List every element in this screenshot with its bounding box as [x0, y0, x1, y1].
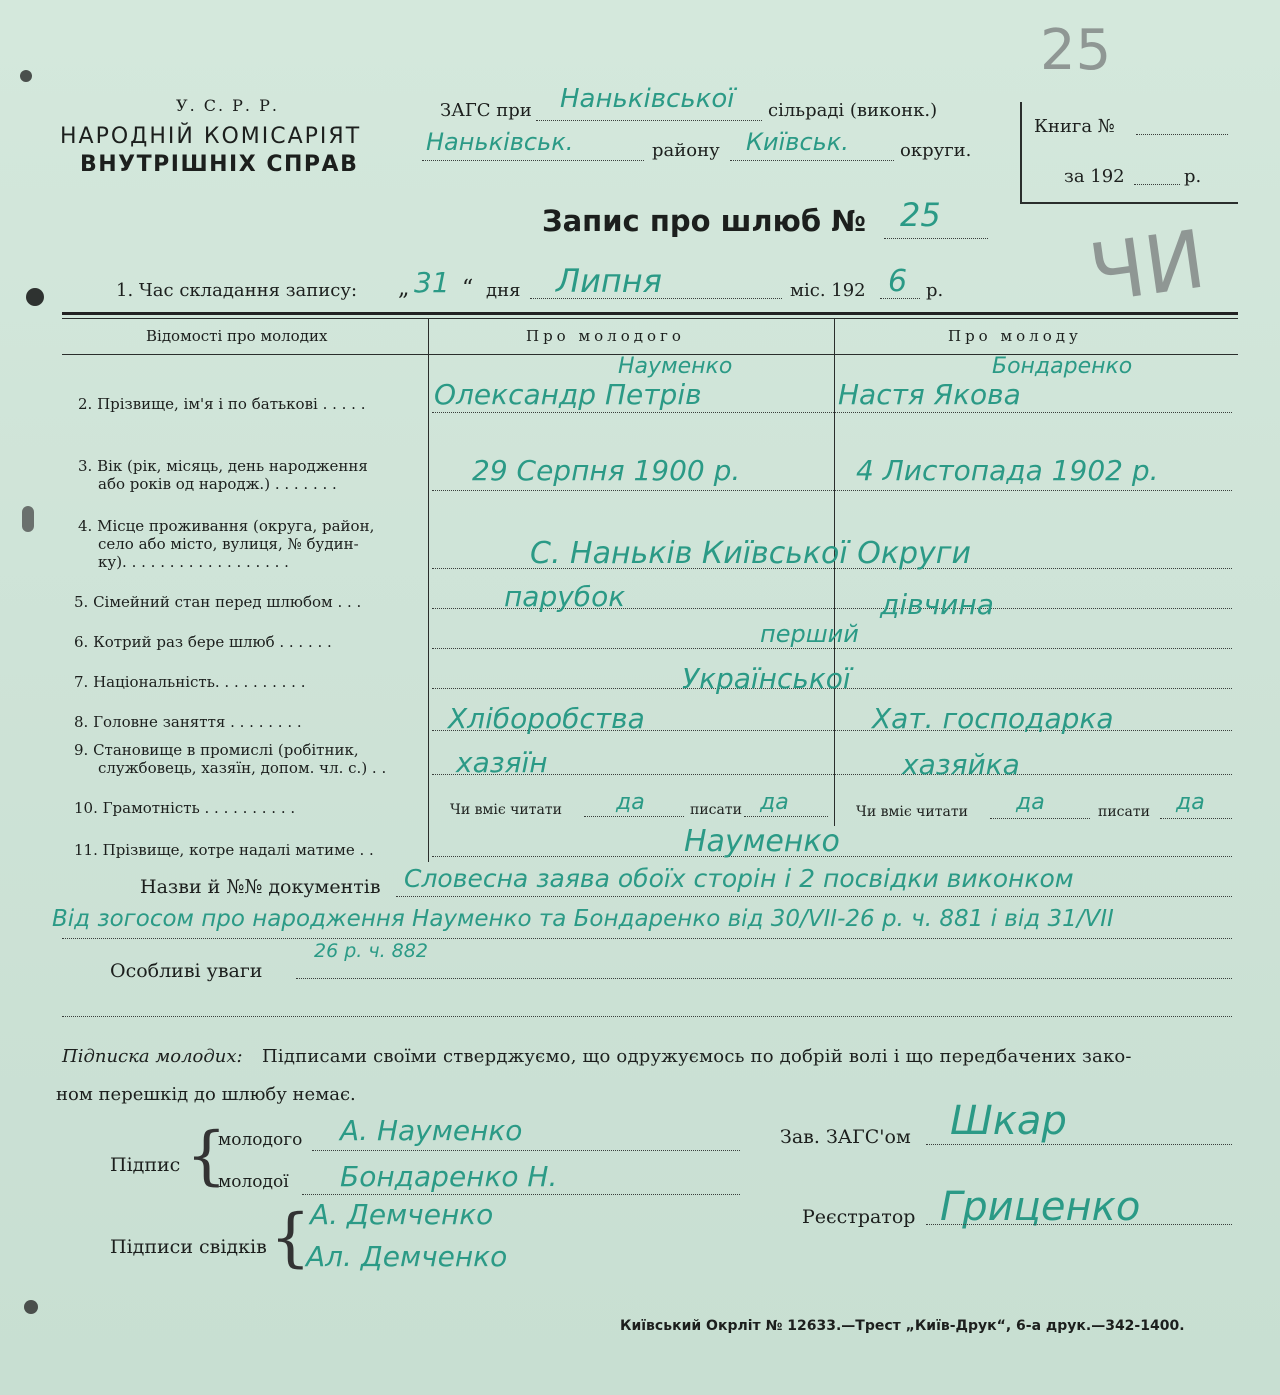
- row-3-line: [432, 490, 1232, 491]
- district-handwriting: Наньківськ.: [426, 128, 574, 156]
- record-number-line: [884, 238, 988, 239]
- witnesses-brace: {: [270, 1201, 311, 1275]
- declaration-text-1: Підписами своїми стверджуємо, що одружуємось по добрій волі і що передбачених зако-: [262, 1046, 1132, 1067]
- row-10-label: 10. Грамотність . . . . . . . . . .: [74, 799, 296, 817]
- record-year-suffix: р.: [926, 280, 944, 301]
- book-year-line: [1134, 184, 1180, 185]
- record-month-word: міс. 192: [790, 280, 866, 301]
- groom-write-handwriting: да: [760, 790, 789, 815]
- record-time-label: 1. Час складання запису:: [116, 280, 358, 301]
- notes-line2: [62, 1016, 1232, 1017]
- row-2-line: [432, 412, 1232, 413]
- row-8-label: 8. Головне заняття . . . . . . . .: [74, 713, 302, 731]
- pencil-number-side: ЧИ: [1084, 212, 1211, 321]
- bride-write-handwriting: да: [1176, 790, 1205, 815]
- nationality-handwriting: Української: [682, 662, 851, 695]
- declaration-text-2: ном перешкід до шлюбу немає.: [56, 1084, 356, 1105]
- witnesses-label: Підписи свідків: [110, 1236, 267, 1258]
- head-zags-signature: Шкар: [950, 1098, 1067, 1144]
- row-2-label: 2. Прізвище, ім'я і по батькові . . . . .: [78, 395, 366, 413]
- record-time-close-quote: “: [462, 276, 474, 301]
- zags-prefix: ЗАГС при: [440, 100, 532, 121]
- row-3-label-b: або років од народж.) . . . . . . .: [98, 475, 337, 493]
- bride-signature-handwriting: Бондаренко Н.: [340, 1160, 558, 1193]
- bride-write-label: писати: [1098, 804, 1150, 820]
- pencil-number-top: 25: [1040, 18, 1112, 83]
- documents-line1-handwriting: Словесна заява обоїх сторін і 2 посвідки виконком: [404, 864, 1074, 893]
- book-year-suffix: р.: [1184, 166, 1202, 187]
- header-internal-affairs: ВНУТРІШНІХ СПРАВ: [80, 152, 359, 177]
- groom-signature-label: молодого: [218, 1130, 303, 1150]
- groom-name-handwriting: Олександр Петрів: [434, 378, 702, 411]
- notes-label: Особливі уваги: [110, 960, 263, 982]
- table-col-divider-1: [428, 318, 429, 862]
- bride-signature-line: [302, 1194, 740, 1195]
- registrar-signature: Гриценко: [940, 1184, 1141, 1230]
- bride-occupation-handwriting: Хат. господарка: [872, 702, 1114, 735]
- row-9-label-a: 9. Становище в промислі (робітник,: [74, 741, 359, 759]
- documents-line3-handwriting: 26 р. ч. 882: [314, 940, 428, 962]
- punch-hole: [26, 288, 44, 306]
- punch-hole: [24, 1300, 38, 1314]
- header-ussr: У. С. Р. Р.: [176, 96, 279, 115]
- table-top-rule: [62, 312, 1238, 315]
- bride-surname-handwriting: Бондаренко: [992, 354, 1133, 379]
- okrug-label: округи.: [900, 140, 972, 161]
- bride-read-handwriting: да: [1016, 790, 1045, 815]
- record-month-handwriting: Липня: [556, 262, 662, 300]
- district-line: [422, 160, 644, 161]
- groom-write-line: [744, 816, 828, 817]
- row-4-label-c: ку). . . . . . . . . . . . . . . . . .: [98, 553, 289, 571]
- signature-label: Підпис: [110, 1154, 181, 1176]
- col-header-bride: Про молоду: [948, 327, 1082, 345]
- witness-2-handwriting: Ал. Демченко: [306, 1240, 508, 1273]
- documents-line1: [396, 896, 1232, 897]
- okrug-handwriting: Київськ.: [746, 128, 849, 156]
- bride-read-line: [990, 818, 1090, 819]
- row-4-label-b: село або місто, вулиця, № будин-: [98, 535, 359, 553]
- row-9-line: [432, 774, 1232, 775]
- future-surname-handwriting: Науменко: [684, 824, 840, 859]
- punch-hole: [20, 70, 32, 82]
- groom-signature-handwriting: А. Науменко: [340, 1114, 523, 1147]
- witness-1-handwriting: А. Демченко: [310, 1198, 494, 1231]
- groom-signature-line: [312, 1150, 740, 1151]
- row-11-label: 11. Прізвище, котре надалі матиме . .: [74, 841, 374, 859]
- record-time-open-quote: „: [398, 276, 410, 301]
- zags-suffix: сільраді (виконк.): [768, 100, 938, 121]
- documents-label: Назви й №№ документів: [140, 876, 381, 898]
- times-married-handwriting: перший: [760, 620, 859, 648]
- bride-marital-handwriting: дівчина: [880, 588, 994, 621]
- groom-birth-handwriting: 29 Серпня 1900 р.: [472, 454, 741, 487]
- row-6-line: [432, 648, 1232, 649]
- bride-name-handwriting: Настя Якова: [838, 378, 1021, 411]
- declaration-label: Підписка молодих:: [62, 1046, 243, 1067]
- row-4-label-a: 4. Місце проживання (округа, район,: [78, 517, 375, 535]
- district-label: району: [652, 140, 720, 161]
- notes-line1: [296, 978, 1232, 979]
- row-6-label: 6. Котрий раз бере шлюб . . . . . .: [74, 633, 332, 651]
- book-label: Книга №: [1034, 116, 1115, 137]
- groom-write-label: писати: [690, 802, 742, 818]
- book-number-line: [1136, 134, 1228, 135]
- zags-village-line: [536, 120, 762, 121]
- groom-occupation-handwriting: Хліборобства: [448, 702, 645, 735]
- registrar-line: [926, 1224, 1232, 1225]
- head-zags-line: [926, 1144, 1232, 1145]
- groom-surname-handwriting: Науменко: [618, 354, 733, 379]
- record-year-line: [880, 298, 920, 299]
- col-header-info: Відомості про молодих: [146, 327, 328, 345]
- zags-village-handwriting: Наньківської: [560, 84, 735, 114]
- bride-write-line: [1160, 818, 1232, 819]
- header-commissariat: НАРОДНІЙ КОМІСАРІЯТ: [60, 124, 362, 149]
- signature-brace: {: [186, 1119, 227, 1193]
- groom-marital-handwriting: парубок: [504, 580, 626, 613]
- row-9-label-b: службовець, хазяїн, допом. чл. с.) . .: [98, 759, 387, 777]
- documents-line2: [62, 938, 1232, 939]
- row-5-label: 5. Сімейний стан перед шлюбом . . .: [74, 593, 362, 611]
- residence-handwriting: С. Наньків Київської Округи: [530, 536, 972, 571]
- record-title: Запис про шлюб №: [542, 204, 867, 238]
- record-day-handwriting: 31: [414, 266, 450, 299]
- record-day-word: дня: [486, 280, 521, 301]
- row-3-label-a: 3. Вік (рік, місяць, день народження: [78, 457, 368, 475]
- bride-birth-handwriting: 4 Листопада 1902 р.: [856, 454, 1159, 487]
- book-year-prefix: за 192: [1064, 166, 1125, 187]
- bride-signature-label: молодої: [218, 1172, 289, 1192]
- record-year-handwriting: 6: [888, 264, 908, 299]
- documents-line2-handwriting: Від зогосом про народження Науменко та Бондаренко від 30/VII-26 р. ч. 881 і від 31/VII: [52, 906, 1114, 932]
- punch-hole: [22, 506, 34, 532]
- row-7-label: 7. Національність. . . . . . . . . .: [74, 673, 306, 691]
- table-col-divider-2: [834, 318, 835, 826]
- okrug-line: [730, 160, 894, 161]
- footer-imprint: Київський Окрліт № 12633.—Трест „Київ-Друк“, 6-а друк.—342-1400.: [620, 1318, 1185, 1334]
- col-header-groom: Про молодого: [526, 327, 685, 345]
- bride-read-label: Чи вміє читати: [856, 804, 968, 820]
- groom-position-handwriting: хазяїн: [456, 746, 548, 779]
- registrar-label: Реєстратор: [802, 1206, 916, 1228]
- groom-read-handwriting: да: [616, 790, 645, 815]
- record-number-handwriting: 25: [900, 196, 941, 234]
- head-zags-label: Зав. ЗАГС'ом: [780, 1126, 911, 1148]
- groom-read-label: Чи вміє читати: [450, 802, 562, 818]
- record-month-line: [530, 298, 782, 299]
- bride-position-handwriting: хазяйка: [902, 748, 1020, 781]
- table-top-rule-thin: [62, 318, 1238, 319]
- groom-read-line: [584, 816, 684, 817]
